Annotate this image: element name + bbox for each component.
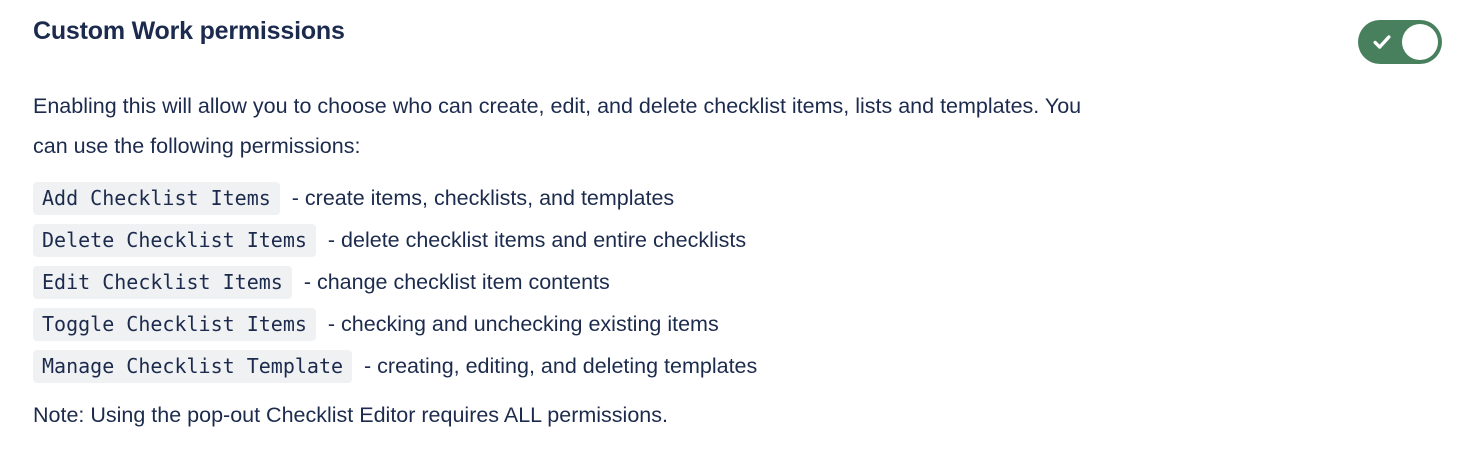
note-text: Note: Using the pop-out Checklist Editor requires ALL permissions.	[33, 403, 668, 427]
section-description: Enabling this will allow you to choose who can create, edit, and delete checklist items, lists and templates. You can use the following permissions:	[33, 94, 1082, 158]
permission-row	[33, 224, 1442, 257]
check-icon	[1371, 31, 1393, 53]
toggle-knob	[1402, 24, 1438, 60]
permission-description: - creating, editing, and deleting templates	[364, 354, 758, 378]
permission-code-chip: Edit Checklist Items	[33, 266, 292, 299]
permission-description: - checking and unchecking existing items	[327, 312, 719, 336]
custom-work-permissions-toggle[interactable]	[1358, 20, 1442, 64]
permission-row	[33, 266, 1442, 299]
permission-code-chip: Toggle Checklist Items	[33, 308, 316, 341]
permission-description: - delete checklist items and entire checklists	[327, 228, 747, 252]
permission-code-chip: Add Checklist Items	[33, 182, 280, 215]
permission-list	[33, 182, 1442, 383]
permission-description: - change checklist item contents	[303, 270, 610, 294]
section-header	[33, 10, 1442, 64]
permission-code-chip: Delete Checklist Items	[33, 224, 316, 257]
permission-description: - create items, checklists, and templates	[291, 186, 675, 210]
section-title: Custom Work permissions	[33, 17, 345, 45]
permission-code-chip: Manage Checklist Template	[33, 350, 352, 383]
permission-row	[33, 308, 1442, 341]
permission-row	[33, 182, 1442, 215]
permission-row	[33, 350, 1442, 383]
